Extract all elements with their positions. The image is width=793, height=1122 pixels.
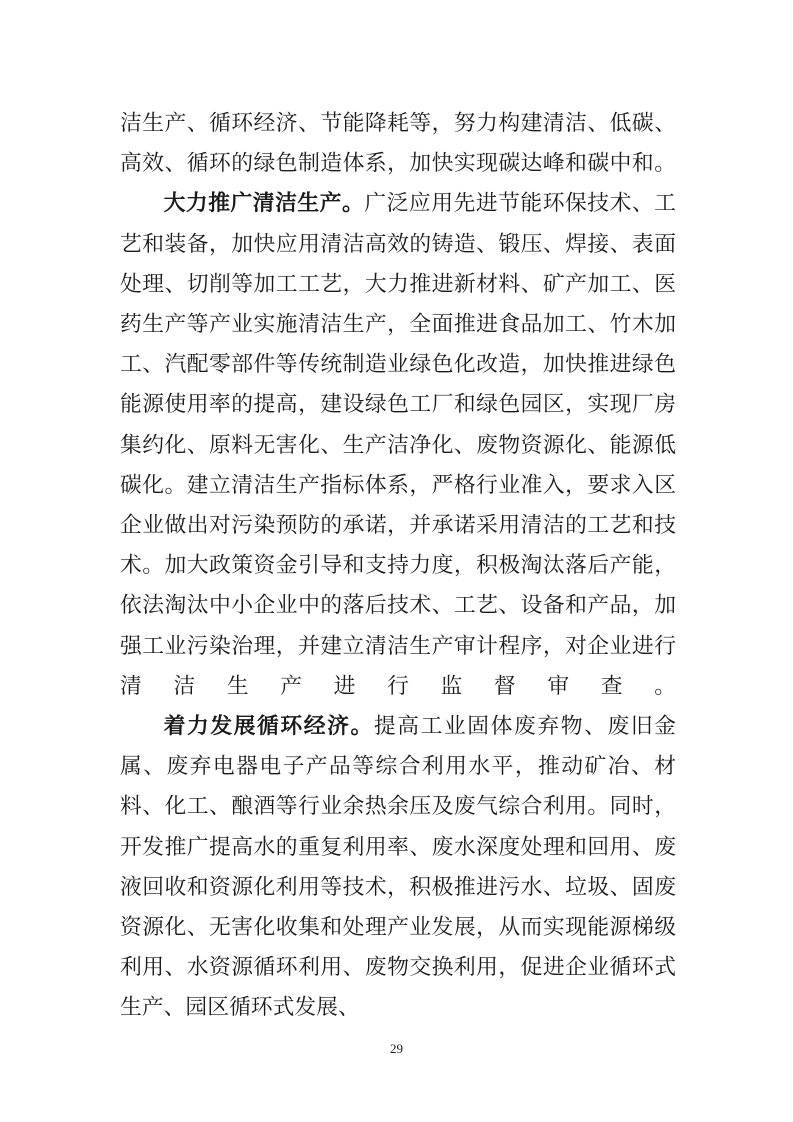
paragraph-text: 提高工业固体废弃物、废旧金属、废弃电器电子产品等综合利用水平，推动矿冶、材料、化工、酿酒等行业余热余压及废气综合利用。同时，开发推广提高水的重复利用率、废水深度处理和回用、废液回收和资源化利用等技术，积极推进污水、垃圾、固废资源化、无害化收集和处理产业发展，从而实现能源梯级利用、水资源循环利用、废物交换利用，促进企业循环式生产、园区循环式发展、: [120, 714, 676, 1021]
paragraph-heading: 大力推广清洁生产。: [163, 191, 365, 217]
paragraph-clean-production: [120, 184, 676, 707]
page-body: [120, 104, 676, 1029]
paragraph-heading: 着力发展循环经济。: [163, 714, 374, 740]
page-number: 29: [390, 1041, 403, 1056]
paragraph-continuation: [120, 104, 676, 184]
paragraph-text: 洁生产、循环经济、节能降耗等，努力构建清洁、低碳、高效、循环的绿色制造体系，加快实现碳达峰和碳中和。: [120, 111, 676, 177]
paragraph-text: 广泛应用先进节能环保技术、工艺和装备，加快应用清洁高效的铸造、锻压、焊接、表面处理、切削等加工工艺，大力推进新材料、矿产加工、医药生产等产业实施清洁生产，全面推进食品加工、竹木加工、汽配零部件等传统制造业绿色化改造，加快推进绿色能源使用率的提高，建设绿色工厂和绿色园区，实现厂房集约化、原料无害化、生产洁净化、废物资源化、能源低碳化。建立清洁生产指标体系，严格行业准入，要求入区企业做出对污染预防的承诺，并承诺采用清洁的工艺和技术。加大政策资金引导和支持力度，积极淘汰落后产能，依法淘汰中小企业中的落后技术、工艺、设备和产品，加强工业污染治理，并建立清洁生产审计程序，对企业进行清洁生产进行监督审查。: [120, 191, 676, 699]
paragraph-circular-economy: [120, 707, 676, 1029]
